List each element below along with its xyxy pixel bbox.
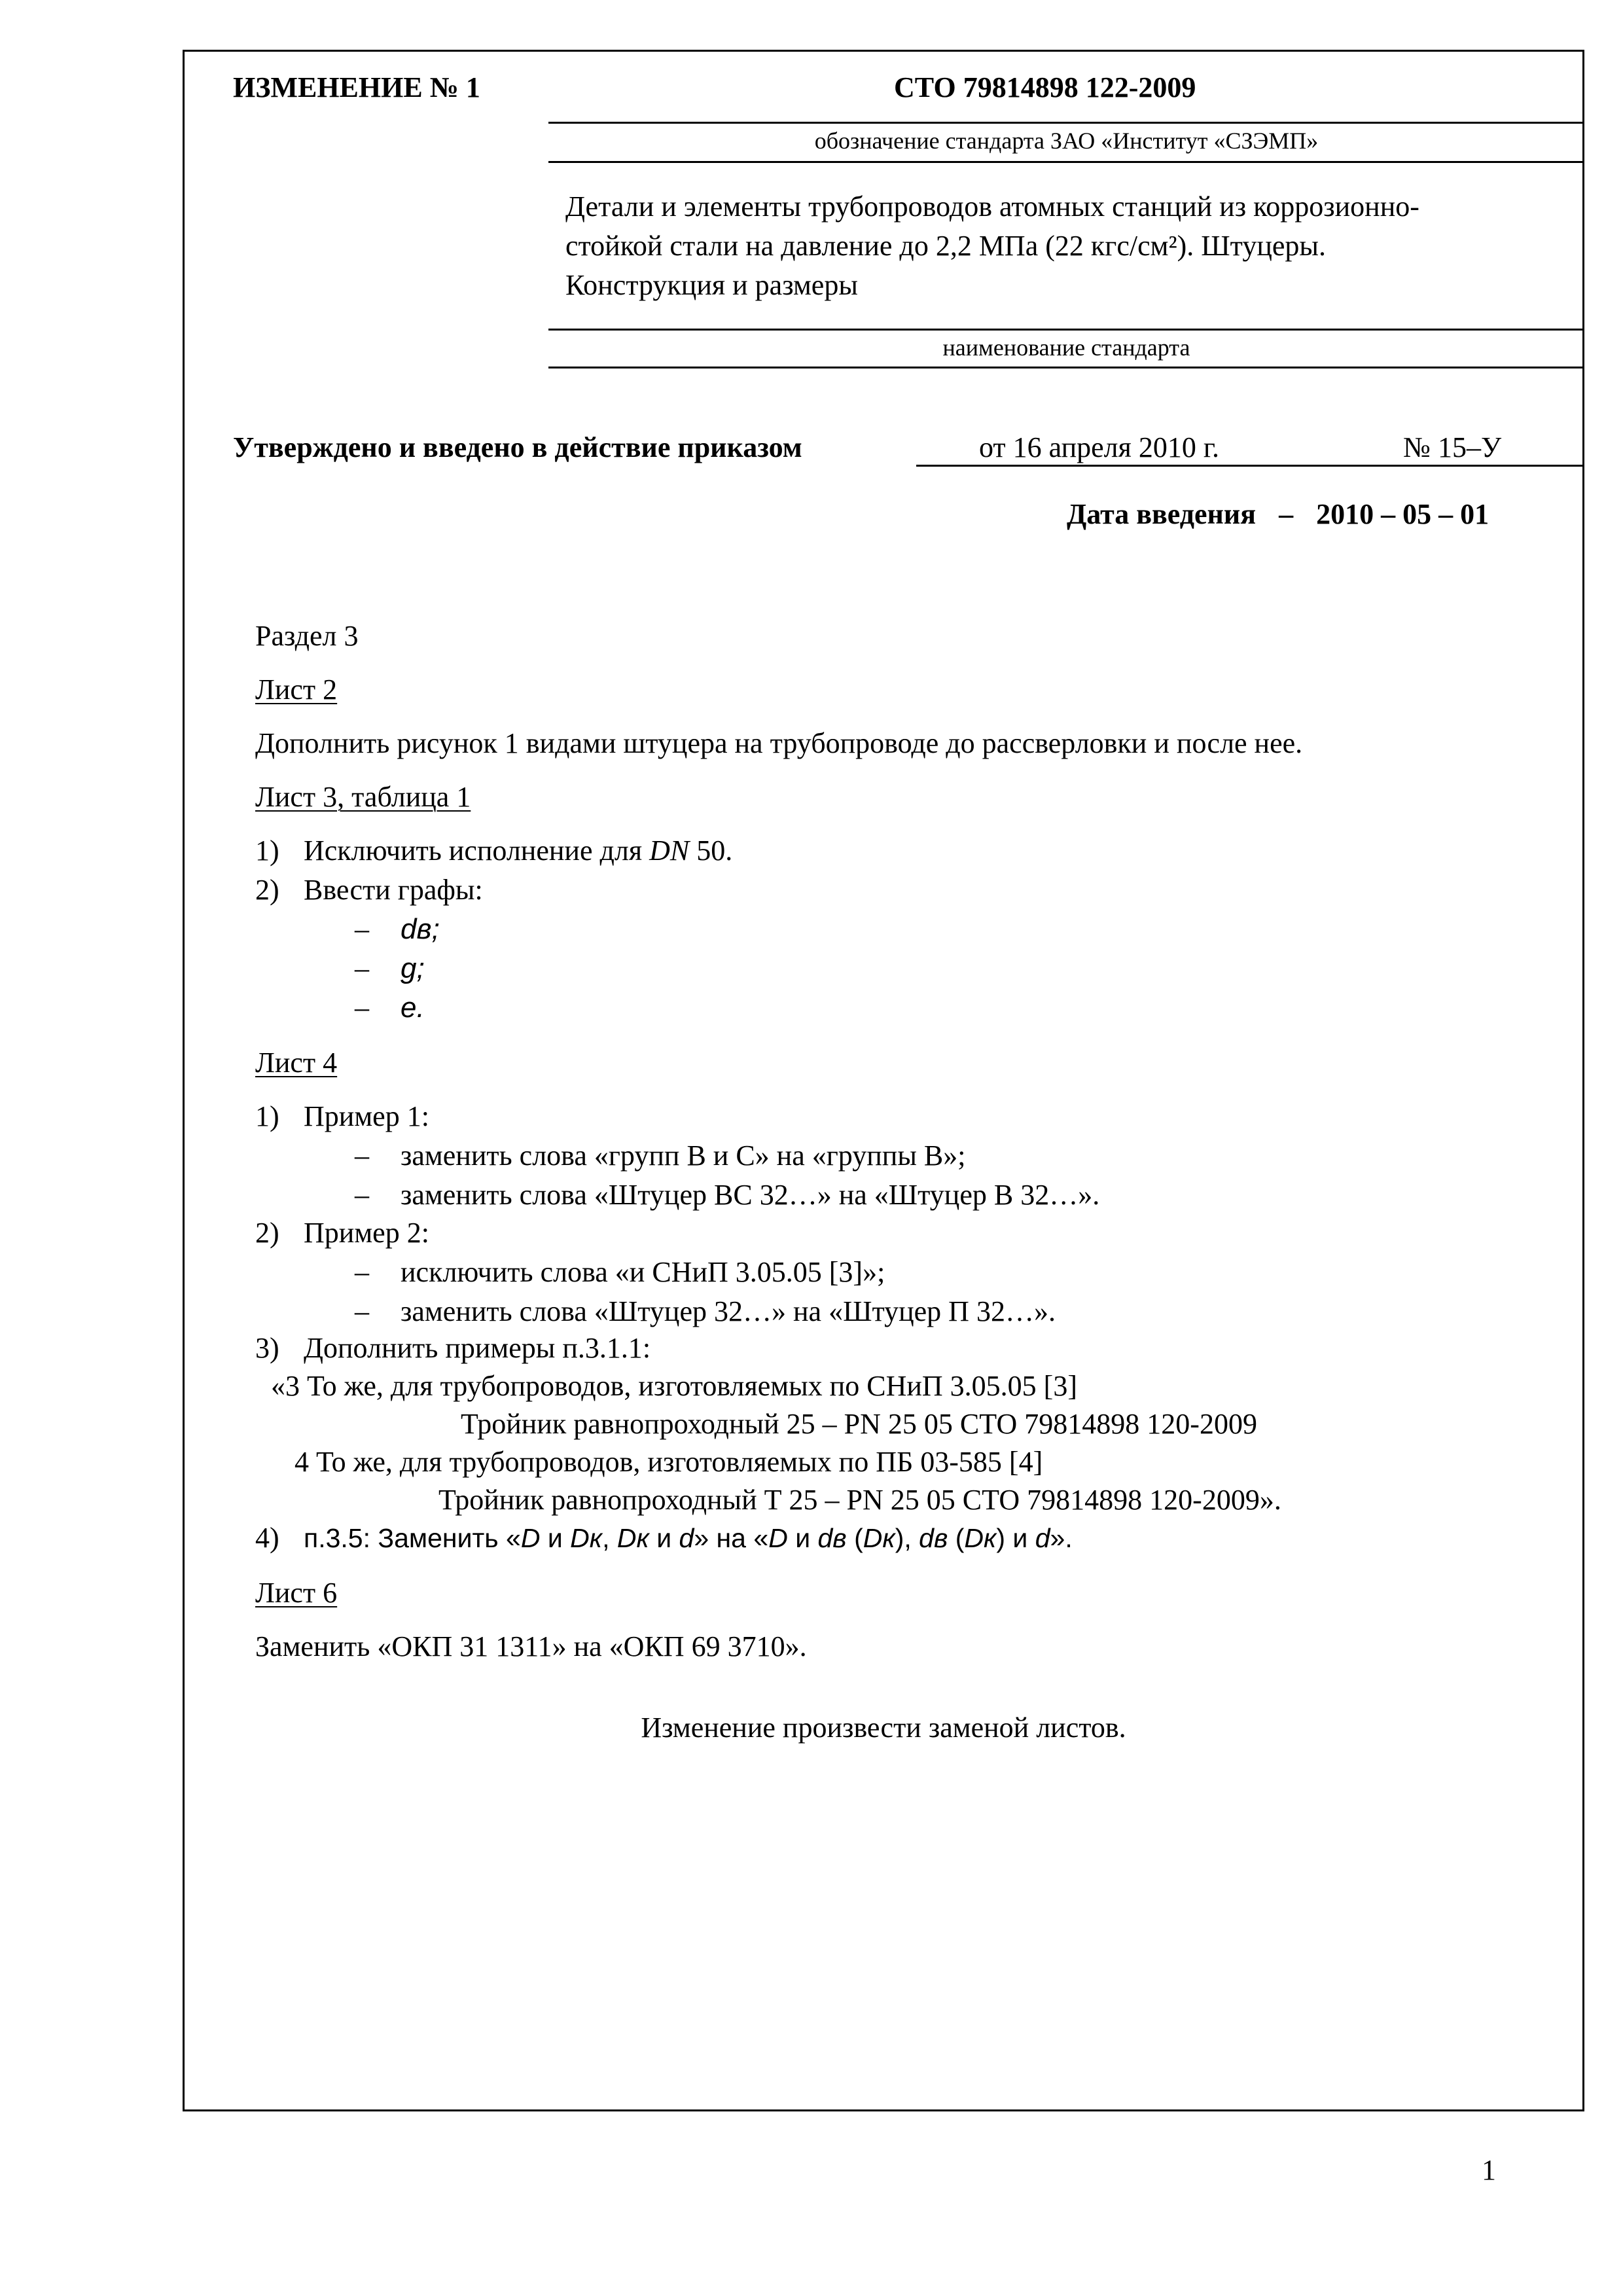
sheet-3-heading: Лист 3, таблица 1 [255,781,471,813]
column-g: g; [401,952,425,984]
sub-item-text: исключить слова «и СНиП 3.05.05 [3]»; [401,1256,885,1288]
text-run: ), [895,1523,919,1553]
column-item [355,952,425,985]
example-line-1: «3 То же, для трубопроводов, изготовляемых по СНиП 3.05.05 [3] [271,1370,1077,1402]
introduction-date-value: 2010 – 05 – 01 [1316,498,1489,530]
list-dash: – [355,992,369,1024]
sub-item [355,1295,1056,1328]
sheet-6-heading: Лист 6 [255,1577,338,1609]
sheet-4-item-3 [255,1331,651,1365]
sheet-2-heading: Лист 2 [255,673,338,706]
text-run: , [602,1523,617,1553]
approved-date: от 16 апреля 2010 г. [979,431,1219,463]
column-e: e. [401,992,425,1024]
introduction-label: Дата введения [1067,498,1257,530]
item-number: 2) [255,874,279,906]
sub-item [355,1178,1099,1211]
item-text: Пример 1: [304,1100,429,1132]
list-dash: – [355,1295,369,1327]
symbol-run: D [768,1523,788,1553]
change-number: ИЗМЕНЕНИЕ № 1 [233,71,480,103]
standard-code: СТО 79814898 122-2009 [894,71,1196,103]
text-run: п.3.5: Заменить « [304,1523,521,1553]
item-number: 1) [255,834,279,867]
list-dash: – [355,952,369,984]
text-run: ( [846,1523,863,1553]
text-run: ) и [996,1523,1035,1553]
sub-item-text: заменить слова «Штуцер 32…» на «Штуцер П 32…». [401,1295,1056,1327]
designation-rule [548,122,1584,124]
item-4-text [304,1523,1073,1553]
symbol-run: dв [817,1523,847,1553]
sheet-3-item-1 [255,834,732,867]
name-caption: наименование стандарта [942,334,1190,361]
sub-item-text: заменить слова «Штуцер ВС 32…» на «Штуцер В 32…». [401,1179,1100,1211]
item-text: Исключить исполнение для [304,834,650,867]
standard-title-line-3: Конструкция и размеры [565,269,858,301]
standard-title-line-1: Детали и элементы трубопроводов атомных станций из коррозионно- [565,190,1419,223]
symbol-run: Dк [863,1523,895,1553]
item-number: 1) [255,1100,279,1132]
list-dash: – [355,1139,369,1172]
approved-rule [916,465,1584,467]
item-text-end: 50. [689,834,733,867]
sheet-3-item-2 [255,873,483,906]
example-line-3: 4 То же, для трубопроводов, изготовляемых по ПБ 03-585 [4] [294,1446,1043,1478]
name-bottom-rule [548,367,1584,368]
example-line-2: Тройник равнопроходный 25 – PN 25 05 СТО 79814898 120-2009 [461,1408,1257,1440]
page-number: 1 [1482,2154,1496,2186]
item-text: Дополнить примеры п.3.1.1: [304,1332,651,1364]
item-number: 2) [255,1217,279,1249]
column-item [355,991,425,1024]
symbol-run: d [1035,1523,1050,1553]
sheet-4-heading: Лист 4 [255,1047,338,1079]
sub-item-text: заменить слова «групп В и С» на «группы В»; [401,1139,966,1172]
name-top-rule [548,329,1584,331]
designation-caption: обозначение стандарта ЗАО «Институт «СЗЭМП» [814,128,1319,154]
symbol-run: Dк [616,1523,649,1553]
sheet-4-item-2 [255,1216,429,1249]
sub-item [355,1255,885,1289]
text-run: ( [948,1523,965,1553]
item-text: Ввести графы: [304,874,483,906]
text-run: ». [1050,1523,1073,1553]
list-dash: – [355,1179,369,1211]
symbol-run: D [520,1523,541,1553]
column-dv: dв; [401,913,440,945]
section-heading: Раздел 3 [255,620,359,652]
item-number: 3) [255,1332,279,1364]
text-run: и [649,1523,679,1553]
order-number: № 15–У [1403,431,1502,463]
item-number: 4) [255,1522,279,1554]
symbol-run: d [679,1523,694,1553]
sub-item [355,1139,965,1172]
designation-bottom-rule [548,161,1584,163]
dn-symbol: DN [649,834,690,867]
symbol-run: Dк [964,1523,997,1553]
list-dash: – [355,1256,369,1288]
text-run: и [540,1523,571,1553]
introduction-date [1067,497,1489,531]
standard-title-line-2: стойкой стали на давление до 2,2 МПа (22 кгс/см²). Штуцеры. [565,230,1326,262]
introduction-dash: – [1279,498,1294,530]
closing-note: Изменение произвести заменой листов. [641,1712,1126,1744]
text-run: » на « [694,1523,769,1553]
text-run: и [787,1523,818,1553]
symbol-run: dв [919,1523,948,1553]
sheet-4-item-4 [255,1521,1073,1554]
item-text: Пример 2: [304,1217,429,1249]
list-dash: – [355,913,369,945]
sheet-4-item-1 [255,1100,429,1133]
symbol-run: Dк [570,1523,603,1553]
sheet-6-text: Заменить «ОКП 31 1311» на «ОКП 69 3710». [255,1630,807,1662]
approved-label: Утверждено и введено в действие приказом [233,431,802,463]
sheet-2-text: Дополнить рисунок 1 видами штуцера на трубопроводе до рассверловки и после нее. [255,727,1303,759]
example-line-4: Тройник равнопроходный Т 25 – PN 25 05 СТО 79814898 120-2009». [438,1484,1281,1516]
column-item [355,912,440,946]
